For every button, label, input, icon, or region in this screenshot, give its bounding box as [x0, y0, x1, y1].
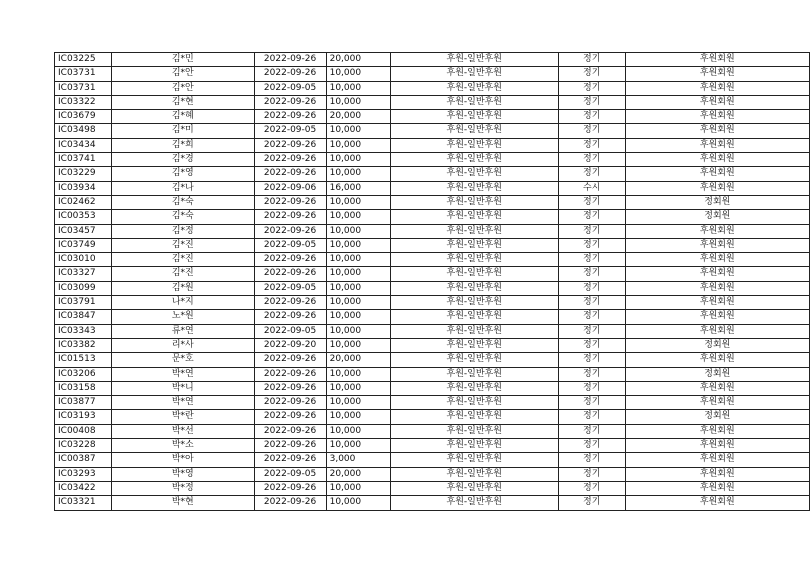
- donation-type-cell: 후원-일반후원: [390, 367, 558, 381]
- cycle-cell: 수시: [558, 181, 625, 195]
- amount-cell: 10,000: [326, 310, 390, 324]
- donation-type-cell: 후원-일반후원: [390, 124, 558, 138]
- donation-type-cell: 후원-일반후원: [390, 439, 558, 453]
- amount-cell: 10,000: [326, 424, 390, 438]
- donation-date-cell: 2022-09-26: [254, 224, 326, 238]
- donation-type-cell: 후원-일반후원: [390, 167, 558, 181]
- amount-cell: 16,000: [326, 181, 390, 195]
- amount-cell: 10,000: [326, 281, 390, 295]
- cycle-cell: 정기: [558, 238, 625, 252]
- member-grade-cell: 후원회원: [625, 310, 809, 324]
- amount-cell: 10,000: [326, 81, 390, 95]
- donor-id-cell: IC03847: [55, 310, 112, 324]
- donor-name-cell: 박*연: [112, 367, 255, 381]
- donor-name-cell: 문*호: [112, 353, 255, 367]
- table-row: [55, 338, 810, 352]
- cycle-cell: 정기: [558, 138, 625, 152]
- cycle-cell: 정기: [558, 53, 625, 67]
- cycle-cell: 정기: [558, 467, 625, 481]
- amount-cell: 20,000: [326, 53, 390, 67]
- table-row: [55, 424, 810, 438]
- member-grade-cell: 후원회원: [625, 467, 809, 481]
- amount-cell: 10,000: [326, 267, 390, 281]
- donation-type-cell: 후원-일반후원: [390, 324, 558, 338]
- table-row: [55, 124, 810, 138]
- amount-cell: 10,000: [326, 167, 390, 181]
- donation-date-cell: 2022-09-26: [254, 53, 326, 67]
- donor-id-cell: IC00408: [55, 424, 112, 438]
- cycle-cell: 정기: [558, 410, 625, 424]
- donor-name-cell: 박*니: [112, 381, 255, 395]
- donation-type-cell: 후원-일반후원: [390, 138, 558, 152]
- member-grade-cell: 정회원: [625, 367, 809, 381]
- cycle-cell: 정기: [558, 167, 625, 181]
- cycle-cell: 정기: [558, 153, 625, 167]
- cycle-cell: 정기: [558, 281, 625, 295]
- donation-date-cell: 2022-09-26: [254, 367, 326, 381]
- member-grade-cell: 정회원: [625, 210, 809, 224]
- donor-id-cell: IC03158: [55, 381, 112, 395]
- donation-type-cell: 후원-일반후원: [390, 481, 558, 495]
- amount-cell: 10,000: [326, 210, 390, 224]
- donation-date-cell: 2022-09-26: [254, 153, 326, 167]
- amount-cell: 10,000: [326, 124, 390, 138]
- table-row: [55, 95, 810, 109]
- table-row: [55, 253, 810, 267]
- donor-id-cell: IC03229: [55, 167, 112, 181]
- donor-name-cell: 박*아: [112, 453, 255, 467]
- donation-type-cell: 후원-일반후원: [390, 95, 558, 109]
- donor-id-cell: IC03327: [55, 267, 112, 281]
- donor-name-cell: 김*혜: [112, 110, 255, 124]
- amount-cell: 10,000: [326, 153, 390, 167]
- amount-cell: 10,000: [326, 338, 390, 352]
- cycle-cell: 정기: [558, 81, 625, 95]
- donation-type-cell: 후원-일반후원: [390, 453, 558, 467]
- table-row: [55, 353, 810, 367]
- amount-cell: 10,000: [326, 253, 390, 267]
- donation-date-cell: 2022-09-05: [254, 467, 326, 481]
- member-grade-cell: 후원회원: [625, 424, 809, 438]
- table-row: [55, 238, 810, 252]
- donation-date-cell: 2022-09-26: [254, 167, 326, 181]
- amount-cell: 10,000: [326, 138, 390, 152]
- donor-id-cell: IC03099: [55, 281, 112, 295]
- donor-id-cell: IC03749: [55, 238, 112, 252]
- donor-name-cell: 김*안: [112, 81, 255, 95]
- donor-name-cell: 김*미: [112, 124, 255, 138]
- table-row: [55, 210, 810, 224]
- donation-table: [54, 52, 810, 511]
- donor-id-cell: IC03225: [55, 53, 112, 67]
- donation-date-cell: 2022-09-26: [254, 424, 326, 438]
- donor-id-cell: IC02462: [55, 195, 112, 209]
- cycle-cell: 정기: [558, 338, 625, 352]
- table-row: [55, 167, 810, 181]
- amount-cell: 10,000: [326, 95, 390, 109]
- donor-id-cell: IC00387: [55, 453, 112, 467]
- member-grade-cell: 후원회원: [625, 238, 809, 252]
- donation-type-cell: 후원-일반후원: [390, 210, 558, 224]
- donation-date-cell: 2022-09-26: [254, 95, 326, 109]
- table-row: [55, 195, 810, 209]
- donor-id-cell: IC03731: [55, 81, 112, 95]
- donation-type-cell: 후원-일반후원: [390, 338, 558, 352]
- table-row: [55, 496, 810, 510]
- donor-name-cell: 박*란: [112, 410, 255, 424]
- donation-type-cell: 후원-일반후원: [390, 53, 558, 67]
- donation-type-cell: 후원-일반후원: [390, 81, 558, 95]
- donation-type-cell: 후원-일반후원: [390, 396, 558, 410]
- donor-id-cell: IC01513: [55, 353, 112, 367]
- donation-date-cell: 2022-09-26: [254, 453, 326, 467]
- amount-cell: 10,000: [326, 224, 390, 238]
- member-grade-cell: 후원회원: [625, 496, 809, 510]
- donor-name-cell: 리*사: [112, 338, 255, 352]
- donor-name-cell: 박*선: [112, 424, 255, 438]
- donor-name-cell: 김*민: [112, 53, 255, 67]
- donor-id-cell: IC03679: [55, 110, 112, 124]
- donation-date-cell: 2022-09-26: [254, 381, 326, 395]
- member-grade-cell: 후원회원: [625, 481, 809, 495]
- table-row: [55, 267, 810, 281]
- cycle-cell: 정기: [558, 124, 625, 138]
- member-grade-cell: 후원회원: [625, 353, 809, 367]
- member-grade-cell: 후원회원: [625, 253, 809, 267]
- member-grade-cell: 정회원: [625, 195, 809, 209]
- donation-type-cell: 후원-일반후원: [390, 381, 558, 395]
- donor-name-cell: 박*영: [112, 467, 255, 481]
- member-grade-cell: 후원회원: [625, 95, 809, 109]
- donor-name-cell: 박*소: [112, 439, 255, 453]
- donation-type-cell: 후원-일반후원: [390, 310, 558, 324]
- donor-id-cell: IC03457: [55, 224, 112, 238]
- donation-date-cell: 2022-09-05: [254, 81, 326, 95]
- donation-type-cell: 후원-일반후원: [390, 281, 558, 295]
- donor-name-cell: 박*정: [112, 481, 255, 495]
- amount-cell: 10,000: [326, 367, 390, 381]
- donor-name-cell: 김*영: [112, 167, 255, 181]
- donation-table-body: [55, 53, 810, 511]
- cycle-cell: 정기: [558, 439, 625, 453]
- donation-date-cell: 2022-09-05: [254, 324, 326, 338]
- donation-type-cell: 후원-일반후원: [390, 253, 558, 267]
- donation-date-cell: 2022-09-05: [254, 124, 326, 138]
- member-grade-cell: 정회원: [625, 338, 809, 352]
- amount-cell: 10,000: [326, 396, 390, 410]
- donation-date-cell: 2022-09-26: [254, 267, 326, 281]
- donation-date-cell: 2022-09-26: [254, 110, 326, 124]
- donation-type-cell: 후원-일반후원: [390, 424, 558, 438]
- donation-date-cell: 2022-09-20: [254, 338, 326, 352]
- cycle-cell: 정기: [558, 267, 625, 281]
- donor-name-cell: 김*원: [112, 281, 255, 295]
- table-row: [55, 410, 810, 424]
- donor-name-cell: 김*진: [112, 238, 255, 252]
- member-grade-cell: 후원회원: [625, 110, 809, 124]
- donation-date-cell: 2022-09-26: [254, 67, 326, 81]
- donation-type-cell: 후원-일반후원: [390, 195, 558, 209]
- table-row: [55, 138, 810, 152]
- cycle-cell: 정기: [558, 367, 625, 381]
- donor-name-cell: 김*안: [112, 67, 255, 81]
- donation-type-cell: 후원-일반후원: [390, 224, 558, 238]
- donor-id-cell: IC03228: [55, 439, 112, 453]
- donation-date-cell: 2022-09-26: [254, 353, 326, 367]
- donation-date-cell: 2022-09-26: [254, 396, 326, 410]
- cycle-cell: 정기: [558, 381, 625, 395]
- donation-type-cell: 후원-일반후원: [390, 181, 558, 195]
- cycle-cell: 정기: [558, 95, 625, 109]
- member-grade-cell: 후원회원: [625, 181, 809, 195]
- member-grade-cell: 정회원: [625, 410, 809, 424]
- table-row: [55, 439, 810, 453]
- table-row: [55, 453, 810, 467]
- donation-date-cell: 2022-09-26: [254, 253, 326, 267]
- table-row: [55, 153, 810, 167]
- donor-name-cell: 김*정: [112, 224, 255, 238]
- cycle-cell: 정기: [558, 210, 625, 224]
- cycle-cell: 정기: [558, 224, 625, 238]
- cycle-cell: 정기: [558, 195, 625, 209]
- amount-cell: 10,000: [326, 238, 390, 252]
- donation-type-cell: 후원-일반후원: [390, 110, 558, 124]
- amount-cell: 10,000: [326, 324, 390, 338]
- cycle-cell: 정기: [558, 396, 625, 410]
- donor-name-cell: 김*진: [112, 253, 255, 267]
- table-row: [55, 324, 810, 338]
- amount-cell: 10,000: [326, 481, 390, 495]
- cycle-cell: 정기: [558, 496, 625, 510]
- table-row: [55, 224, 810, 238]
- donation-type-cell: 후원-일반후원: [390, 296, 558, 310]
- donor-id-cell: IC03343: [55, 324, 112, 338]
- amount-cell: 10,000: [326, 410, 390, 424]
- donor-name-cell: 김*진: [112, 267, 255, 281]
- donor-id-cell: IC03193: [55, 410, 112, 424]
- cycle-cell: 정기: [558, 253, 625, 267]
- donation-date-cell: 2022-09-26: [254, 138, 326, 152]
- donor-name-cell: 나*지: [112, 296, 255, 310]
- donor-id-cell: IC03731: [55, 67, 112, 81]
- donation-type-cell: 후원-일반후원: [390, 410, 558, 424]
- donor-name-cell: 김*숙: [112, 195, 255, 209]
- member-grade-cell: 후원회원: [625, 396, 809, 410]
- donor-name-cell: 김*경: [112, 153, 255, 167]
- donation-type-cell: 후원-일반후원: [390, 267, 558, 281]
- donor-id-cell: IC00353: [55, 210, 112, 224]
- donor-id-cell: IC03877: [55, 396, 112, 410]
- cycle-cell: 정기: [558, 110, 625, 124]
- cycle-cell: 정기: [558, 453, 625, 467]
- donation-type-cell: 후원-일반후원: [390, 153, 558, 167]
- donor-id-cell: IC03206: [55, 367, 112, 381]
- member-grade-cell: 후원회원: [625, 296, 809, 310]
- cycle-cell: 정기: [558, 310, 625, 324]
- table-row: [55, 181, 810, 195]
- donation-date-cell: 2022-09-26: [254, 496, 326, 510]
- amount-cell: 10,000: [326, 381, 390, 395]
- donor-id-cell: IC03293: [55, 467, 112, 481]
- member-grade-cell: 후원회원: [625, 324, 809, 338]
- member-grade-cell: 후원회원: [625, 224, 809, 238]
- cycle-cell: 정기: [558, 353, 625, 367]
- amount-cell: 20,000: [326, 110, 390, 124]
- member-grade-cell: 후원회원: [625, 453, 809, 467]
- donation-date-cell: 2022-09-05: [254, 238, 326, 252]
- donor-id-cell: IC03434: [55, 138, 112, 152]
- amount-cell: 10,000: [326, 439, 390, 453]
- donor-name-cell: 박*연: [112, 396, 255, 410]
- donation-date-cell: 2022-09-05: [254, 281, 326, 295]
- donation-date-cell: 2022-09-26: [254, 439, 326, 453]
- amount-cell: 3,000: [326, 453, 390, 467]
- table-row: [55, 67, 810, 81]
- donation-type-cell: 후원-일반후원: [390, 496, 558, 510]
- member-grade-cell: 후원회원: [625, 381, 809, 395]
- member-grade-cell: 후원회원: [625, 167, 809, 181]
- cycle-cell: 정기: [558, 67, 625, 81]
- cycle-cell: 정기: [558, 424, 625, 438]
- donor-id-cell: IC03321: [55, 496, 112, 510]
- donation-date-cell: 2022-09-06: [254, 181, 326, 195]
- table-row: [55, 367, 810, 381]
- donor-name-cell: 김*숙: [112, 210, 255, 224]
- donation-type-cell: 후원-일반후원: [390, 238, 558, 252]
- donor-id-cell: IC03322: [55, 95, 112, 109]
- donation-date-cell: 2022-09-26: [254, 296, 326, 310]
- donation-date-cell: 2022-09-26: [254, 210, 326, 224]
- table-row: [55, 310, 810, 324]
- table-row: [55, 396, 810, 410]
- table-row: [55, 296, 810, 310]
- donor-name-cell: 박*현: [112, 496, 255, 510]
- donor-name-cell: 노*원: [112, 310, 255, 324]
- donor-id-cell: IC03934: [55, 181, 112, 195]
- member-grade-cell: 후원회원: [625, 67, 809, 81]
- donation-date-cell: 2022-09-26: [254, 195, 326, 209]
- table-row: [55, 110, 810, 124]
- cycle-cell: 정기: [558, 296, 625, 310]
- donation-date-cell: 2022-09-26: [254, 410, 326, 424]
- member-grade-cell: 후원회원: [625, 267, 809, 281]
- amount-cell: 10,000: [326, 496, 390, 510]
- member-grade-cell: 후원회원: [625, 138, 809, 152]
- donor-id-cell: IC03010: [55, 253, 112, 267]
- donor-name-cell: 류*연: [112, 324, 255, 338]
- donor-id-cell: IC03498: [55, 124, 112, 138]
- table-row: [55, 81, 810, 95]
- cycle-cell: 정기: [558, 324, 625, 338]
- member-grade-cell: 후원회원: [625, 81, 809, 95]
- amount-cell: 10,000: [326, 67, 390, 81]
- amount-cell: 20,000: [326, 467, 390, 481]
- donor-name-cell: 김*현: [112, 95, 255, 109]
- cycle-cell: 정기: [558, 481, 625, 495]
- amount-cell: 10,000: [326, 195, 390, 209]
- donor-name-cell: 김*희: [112, 138, 255, 152]
- table-row: [55, 53, 810, 67]
- member-grade-cell: 후원회원: [625, 124, 809, 138]
- member-grade-cell: 후원회원: [625, 153, 809, 167]
- member-grade-cell: 후원회원: [625, 281, 809, 295]
- table-row: [55, 467, 810, 481]
- table-row: [55, 481, 810, 495]
- donor-name-cell: 김*나: [112, 181, 255, 195]
- donor-id-cell: IC03741: [55, 153, 112, 167]
- donation-type-cell: 후원-일반후원: [390, 467, 558, 481]
- donation-date-cell: 2022-09-26: [254, 481, 326, 495]
- donation-date-cell: 2022-09-26: [254, 310, 326, 324]
- donor-id-cell: IC03382: [55, 338, 112, 352]
- member-grade-cell: 후원회원: [625, 439, 809, 453]
- donation-type-cell: 후원-일반후원: [390, 353, 558, 367]
- donor-id-cell: IC03422: [55, 481, 112, 495]
- amount-cell: 10,000: [326, 296, 390, 310]
- amount-cell: 20,000: [326, 353, 390, 367]
- donation-type-cell: 후원-일반후원: [390, 67, 558, 81]
- table-row: [55, 381, 810, 395]
- table-row: [55, 281, 810, 295]
- member-grade-cell: 후원회원: [625, 53, 809, 67]
- donor-id-cell: IC03791: [55, 296, 112, 310]
